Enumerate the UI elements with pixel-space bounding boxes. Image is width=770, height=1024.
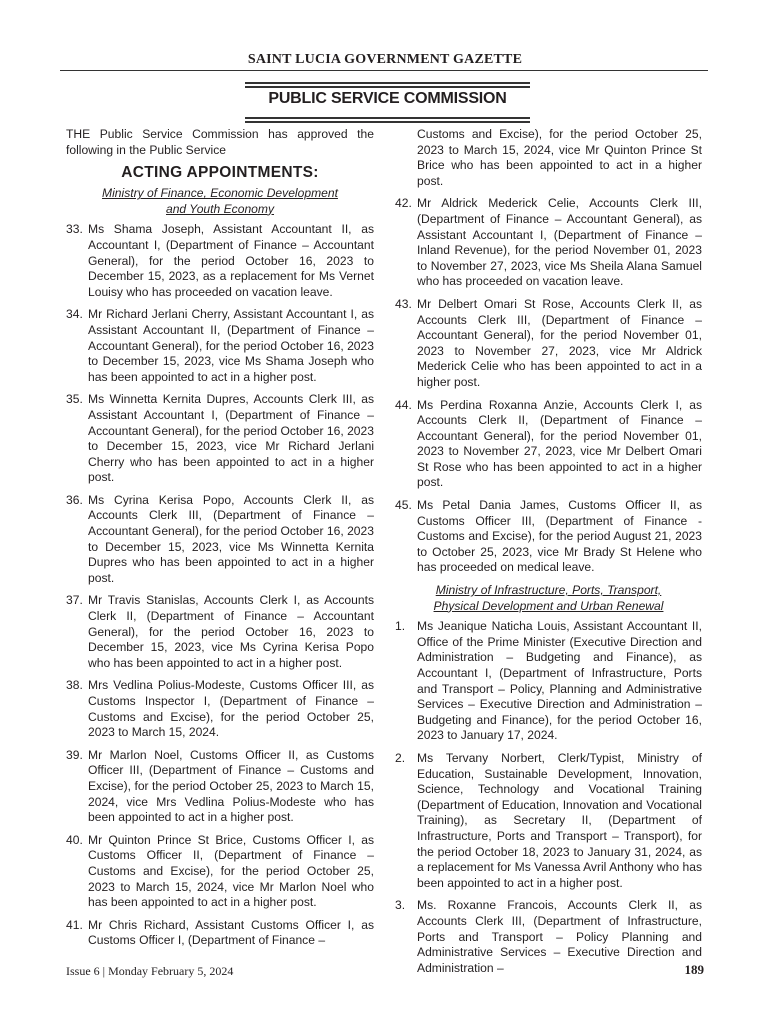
footer-issue-date: Issue 6 | Monday February 5, 2024 [66, 964, 234, 978]
section-rule-bottom-1 [245, 117, 530, 119]
item-number: 33. [66, 222, 83, 237]
item-text: Mr Richard Jerlani Cherry, Assistant Accountant I, as Assistant Accountant II, (Department of Finance – Accountant General), for the period October 16, 2023 to December 15, 2023, vice Ms Shama Joseph who has been appointed to act in a higher post. [88, 307, 374, 384]
appointment-item [66, 678, 374, 740]
item-number: 39. [66, 747, 83, 762]
section-rule-bottom-2 [245, 121, 530, 123]
header-rule [60, 70, 708, 71]
item-number: 44. [395, 397, 412, 412]
item-number: 41. [66, 917, 83, 932]
appointment-item [395, 196, 702, 290]
item-number: 34. [66, 307, 83, 322]
item-text: Ms Perdina Roxanna Anzie, Accounts Clerk I, as Accounts Clerk II, (Department of Finance – Accountant General), for the period November 01, 2023 to November 27, 2023, vice Mr Delbert Omari St Rose who has been appointed to act in a higher post. [417, 397, 702, 490]
appointment-item [395, 619, 702, 744]
ministry-heading-line: and Youth Economy [165, 201, 275, 216]
item-text: Ms Tervany Norbert, Clerk/Typist, Ministry of Education, Sustainable Development, Innovation, Science, Technology and Vocational Training (Department of Education, Innovation and Vocational Training), as Secretary II, (Department of Infrastructure, Ports and Transport – Transport), for the period October 18, 2023 to January 31, 2024, as a replacement for Ms Vanessa Avril Anthony who has been appointed to act in a higher post. [417, 750, 702, 890]
right-column [395, 127, 702, 983]
item-number: 2. [395, 750, 406, 765]
appointment-item [66, 748, 374, 826]
item-number: 38. [66, 678, 83, 693]
item-number: 37. [66, 593, 83, 608]
item-number: 43. [395, 296, 412, 311]
item-text: Mrs Vedlina Polius-Modeste, Customs Officer III, as Customs Inspector I, (Department of Finance – Customs and Excise), for the period October 25, 2023 to March 15, 2024. [88, 678, 374, 740]
item-continuation: Customs and Excise), for the period October 25, 2023 to March 15, 2024, vice Mr Quinton Prince St Brice who has been appointed to act in a higher post. [417, 127, 702, 188]
item-text: Mr Chris Richard, Assistant Customs Officer I, as Customs Officer I, (Department of Finance – [88, 917, 374, 948]
appointment-item [66, 918, 374, 949]
appointment-item [395, 751, 702, 891]
intro-paragraph: THE Public Service Commission has approved the following in the Public Service [66, 127, 374, 157]
ministry-heading-line: Ministry of Finance, Economic Development [102, 186, 338, 201]
appointment-item [66, 593, 374, 671]
item-number: 3. [395, 898, 406, 913]
item-number: 45. [395, 498, 412, 513]
item-text: Mr Quinton Prince St Brice, Customs Officer I, as Customs Officer II, (Department of Finance – Customs and Excise), for the period October 25, 2023 to March 15, 2024, vice Mr Marlon Noel who has been appointed to act in a higher post. [88, 832, 374, 910]
section-rule-top-2 [245, 86, 530, 88]
item-number: 40. [66, 832, 83, 847]
item-text: Mr Marlon Noel, Customs Officer II, as Customs Officer III, (Department of Finance – Customs and Excise), for the period October 25, 2023 to March 15, 2024, vice Mrs Vedlina Polius-Modeste who has been appointed to act in a higher post. [88, 747, 374, 825]
item-text: Ms Shama Joseph, Assistant Accountant II, as Accountant I, (Department of Finance – Accountant General), for the period October 16, 2023 to December 15, 2023, as a replacement for Ms Vernet Louisy who has proceeded on vacation leave. [88, 222, 374, 299]
item-text: Mr Travis Stanislas, Accounts Clerk I, as Accounts Clerk II, (Department of Finance – Accountant General), for the period October 16, 2023 to December 15, 2023, vice Ms Cyrina Kerisa Popo who has been appointed to act in a higher post. [88, 593, 374, 670]
item-text: Mr Aldrick Mederick Celie, Accounts Clerk III, (Department of Finance – Accountant General), as Assistant Accountant I, (Department of Finance – Inland Revenue), for the period November 01, 2023 to November 27, 2023, vice Ms Sheila Alana Samuel who has proceeded on vacation leave. [417, 196, 702, 289]
appointment-item [66, 493, 374, 587]
ministry-heading-line: Ministry of Infrastructure, Ports, Transport, [435, 583, 662, 598]
appointment-item [395, 898, 702, 976]
appointment-item [395, 398, 702, 492]
item-text: Ms Winnetta Kernita Dupres, Accounts Clerk III, as Assistant Accountant I, (Department of Finance – Accountant General), for the period October 16, 2023 to December 15, 2023, vice Mr Richard Jerlani Cherry who has been appointed to act in a higher post. [88, 392, 374, 485]
gazette-title: SAINT LUCIA GOVERNMENT GAZETTE [247, 52, 523, 67]
item-text: Ms Petal Dania James, Customs Officer II, as Customs Officer III, (Department of Finance - Customs and Excise), for the period August 21, 2023 to October 25, 2023, vice Mr Brady St Helene who has proceeded on medical leave. [417, 498, 702, 575]
item-number: 42. [395, 196, 412, 211]
ministry-heading-infrastructure [395, 583, 702, 614]
ministry-heading-finance [66, 186, 374, 217]
section-title: PUBLIC SERVICE COMMISSION [268, 90, 507, 107]
appointment-item [66, 392, 374, 486]
item-number: 1. [395, 619, 406, 634]
appointment-item [66, 307, 374, 385]
section-rule-top-1 [245, 82, 530, 84]
footer-page-number: 189 [684, 962, 704, 977]
acting-appointments-heading: ACTING APPOINTMENTS: [121, 164, 319, 182]
item-text: Ms Cyrina Kerisa Popo, Accounts Clerk II, as Accounts Clerk III, (Department of Finance – Accountant General), for the period October 16, 2023 to December 15, 2023, vice Ms Winnetta Kernita Dupres who has been appointed to act in a higher post. [88, 492, 374, 585]
item-number: 35. [66, 392, 83, 407]
item-text: Ms. Roxanne Francois, Accounts Clerk II, as Accounts Clerk III, (Department of Infrastructure, Ports and Transport – Policy Planning and Administrative Services – Executive Direction and Administration – [417, 898, 702, 975]
appointment-item [66, 833, 374, 911]
left-column [66, 127, 374, 956]
item-text: Ms Jeanique Naticha Louis, Assistant Accountant II, Office of the Prime Minister (Executive Direction and Administration – Budgeting and Finance), as Accountant I, (Department of Infrastructure, Ports and Transport – Policy, Planning and Administrative Services – Executive Direction and Administration – Budgeting and Finance), for the period October 16, 2023 to January 17, 2024. [417, 619, 702, 743]
item-number: 36. [66, 492, 83, 507]
appointment-item [66, 222, 374, 300]
appointment-item [395, 297, 702, 391]
appointment-item [395, 498, 702, 576]
item-text: Mr Delbert Omari St Rose, Accounts Clerk II, as Accounts Clerk III, (Department of Finance – Accountant General), for the period November 01, 2023 to November 27, 2023, vice Mr Aldrick Mederick Celie who has been appointed to act in a higher post. [417, 296, 702, 389]
ministry-heading-line: Physical Development and Urban Renewal [433, 598, 664, 613]
